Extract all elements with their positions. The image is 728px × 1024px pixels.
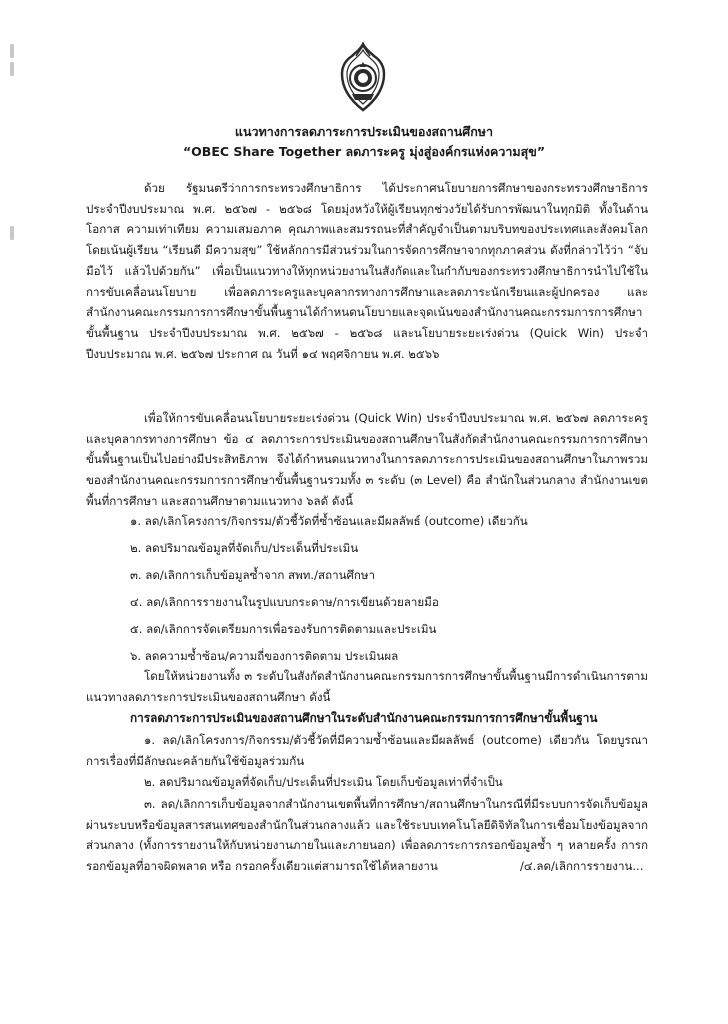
binder-hole-mark [10,62,14,76]
second-paragraph: เพื่อให้การขับเคลื่อนนโยบายระยะเร่งด่วน (Quick Win) ประจำปีงบประมาณ พ.ศ. ๒๕๖๗ ลดภาระครูและบุคลากรทางการศึกษา ข้อ ๔ ลดภาระการประเมินของสถานศึกษาในสังกัดสำนักงานคณะกรรมการการศึกษาขั้นพื้นฐานเป็นไปอย่างมีประสิทธิภาพ จึงได้กำหนดแนวทางในการลดภาระการประเมินของสถานศึกษาในภาพรวมของสำนักงานคณะกรรมการการศึกษาขั้นพื้นฐานรวมทั้ง ๓ ระดับ (๓ Level) คือ สำนักในส่วนกลาง สำนักงานเขตพื้นที่การศึกษา และสถานศึกษาตามแนวทาง ๖ลดั ดังนี้ [86,411,648,508]
guideline-item: ๕. ลด/เลิกการจัดเตรียมการเพื่อรองรับการติดตามและประเมิน [130,622,437,636]
obec-emblem-icon [336,42,390,114]
page-continuation: /๔.ลด/เลิกการรายงาน... [520,859,644,873]
document-subtitle: “OBEC Share Together ลดภาระครู มุ่งสู่องค์กรแห่งความสุข” [182,144,546,159]
guideline-item: ๑. ลด/เลิกโครงการ/กิจกรรม/ตัวชี้วัดที่ซ้ำซ้อนและมีผลลัพธ์ (outcome) เดียวกัน [130,514,528,528]
guideline-item: ๔. ลด/เลิกการรายงานในรูปแบบกระดาษ/การเขียนด้วยลายมือ [130,595,439,609]
intro-paragraph: ด้วย รัฐมนตรีว่าการกระทรวงศึกษาธิการ ได้ประกาศนโยบายการศึกษาของกระทรวงศึกษาธิการ ประจำปีงบประมาณ พ.ศ. ๒๕๖๗ - ๒๕๖๘ โดยมุ่งหวังให้ผู้เรียนทุกช่วงวัยได้รับการพัฒนาในทุกมิติ ทั้งในด้านโอกาส ความเท่าเทียม ความเสมอภาค คุณภาพและสมรรถนะที่สำคัญจำเป็นตามบริบทของประเทศและสังคมโลก โดยเน้นผู้เรียน “เรียนดี มีความสุข” ใช้หลักการมีส่วนร่วมในการจัดการศึกษาจากทุกภาคส่วน ดังที่กล่าวไว้ว่า “จับมือไว้ แล้วไปด้วยกัน” เพื่อเป็นแนวทางให้ทุกหน่วยงานในสังกัดและในกำกับของกระทรวงศึกษาธิการนำไปใช้ในการขับเคลื่อนนโยบาย เพื่อลดภาระครูและบุคลากรทางการศึกษาและลดภาระนักเรียนและผู้ปกครอง และสำนักงานคณะกรรมการการศึกษาขั้นพื้นฐานได้กำหนดนโยบายและจุดเน้นของสำนักงานคณะกรรมการการศึกษาขั้นพื้นฐาน ประจำปีงบประมาณ พ.ศ. ๒๕๖๗ - ๒๕๖๘ และนโยบายระยะเร่งด่วน (Quick Win) ประจำปีงบประมาณ พ.ศ. ๒๕๖๗ ประกาศ ณ วันที่ ๑๔ พฤศจิกายน พ.ศ. ๒๕๖๖ [86,181,648,361]
binder-hole-mark [10,44,14,58]
section-heading: การลดภาระการประเมินของสถานศึกษาในระดับสำนักงานคณะกรรมการการศึกษาขั้นพื้นฐาน [130,711,598,725]
section-item: ๒. ลดปริมาณข้อมูลที่จัดเก็บ/ประเด็นที่ประเมิน โดยเก็บข้อมูลเท่าที่จำเป็น [144,775,503,789]
guideline-item: ๖. ลดความซ้ำซ้อน/ความถี่ของการติดตาม ประเมินผล [130,649,399,663]
third-paragraph: โดยให้หน่วยงานทั้ง ๓ ระดับในสังกัดสำนักงานคณะกรรมการการศึกษาขั้นพื้นฐานมีการดำเนินการตามแนวทางลดภาระการประเมินของสถานศึกษา ดังนี้ [86,669,648,704]
guideline-item: ๓. ลด/เลิกการเก็บข้อมูลซ้ำจาก สพท./สถานศึกษา [130,568,376,582]
guideline-item: ๒. ลดปริมาณข้อมูลที่จัดเก็บ/ประเด็นที่ประเมิน [130,541,359,555]
binder-hole-mark [10,226,14,240]
section-item: ๑. ลด/เลิกโครงการ/กิจกรรม/ตัวชี้วัดที่มีความซ้ำซ้อนและมีผลลัพธ์ (outcome) เดียวกัน โดยบูรณาการเรื่องที่มีลักษณะคล้ายกันใช้ข้อมูลร่วมกัน [86,733,648,768]
section-item: ๓. ลด/เลิกการเก็บข้อมูลจากสำนักงานเขตพื้นที่การศึกษา/สถานศึกษาในกรณีที่มีระบบการจัดเก็บข้อมูลผ่านระบบหรือข้อมูลสารสนเทศของสำนักในส่วนกลางแล้ว และใช้ระบบเทคโนโลยีดิจิทัลในการเชื่อมโยงข้อมูลจากส่วนกลาง (ทั้งการรายงานให้กับหน่วยงานภายในและภายนอก) เพื่อลดภาระการกรอกข้อมูลซ้ำ ๆ หลายครั้ง การกรอกข้อมูลที่อาจผิดพลาด หรือ กรอกครั้งเดียวแต่สามารถใช้ได้หลายงาน [86,797,648,874]
document-title-block [0,122,728,162]
document-title: แนวทางการลดภาระการประเมินของสถานศึกษา [234,124,494,139]
